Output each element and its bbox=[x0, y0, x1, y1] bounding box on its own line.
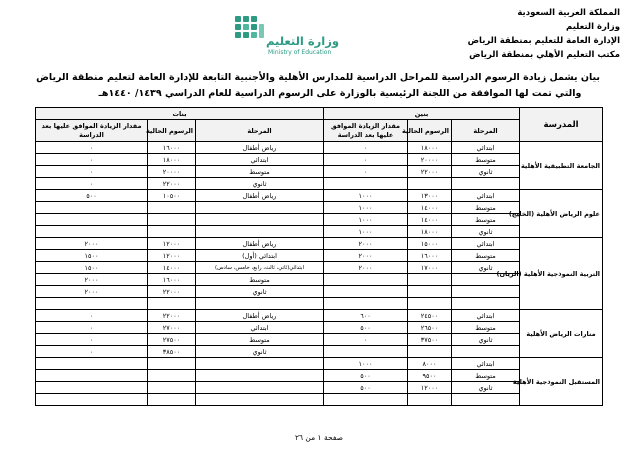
header-boys-increase: مقدار الزيادة الموافق عليها بعد الدراسة bbox=[324, 120, 408, 142]
girls-increase-cell: ٢٠٠٠ bbox=[36, 286, 148, 298]
page-number: صفحة ١ من ٢٦ bbox=[294, 433, 343, 442]
table-row bbox=[36, 358, 603, 370]
boys-stage-cell: متوسط bbox=[452, 154, 520, 166]
boys-stage-cell: ابتدائي bbox=[452, 310, 520, 322]
logo-mark-icon bbox=[232, 10, 268, 50]
boys-fee-cell bbox=[408, 286, 452, 298]
boys-fee-cell bbox=[408, 274, 452, 286]
girls-fee-cell bbox=[148, 382, 196, 394]
boys-fee-cell: ١٢٠٠٠ bbox=[408, 382, 452, 394]
table-row bbox=[36, 166, 603, 178]
girls-stage-cell: ابتدائي(ثاني، ثالث، رابع، خامس، سادس) bbox=[196, 262, 324, 274]
boys-fee-cell: ١٤٠٠٠ bbox=[408, 214, 452, 226]
girls-stage-cell: متوسط bbox=[196, 334, 324, 346]
boys-stage-cell bbox=[452, 394, 520, 406]
boys-stage-cell bbox=[452, 346, 520, 358]
girls-stage-cell: متوسط bbox=[196, 166, 324, 178]
header-girls: بنات bbox=[36, 108, 324, 120]
boys-fee-cell bbox=[408, 346, 452, 358]
boys-fee-cell: ٩٥٠٠ bbox=[408, 370, 452, 382]
boys-fee-cell bbox=[408, 178, 452, 190]
boys-stage-cell: متوسط bbox=[452, 250, 520, 262]
girls-stage-cell bbox=[196, 370, 324, 382]
girls-increase-cell bbox=[36, 358, 148, 370]
table-row bbox=[36, 238, 603, 250]
girls-increase-cell: ٠ bbox=[36, 154, 148, 166]
girls-fee-cell: ١٨٠٠٠ bbox=[148, 154, 196, 166]
girls-fee-cell: ١٢٠٠٠ bbox=[148, 238, 196, 250]
boys-fee-cell: ١٧٠٠٠ bbox=[408, 262, 452, 274]
girls-fee-cell: ٢٠٠٠٠ bbox=[148, 166, 196, 178]
boys-increase-cell: ١٠٠٠ bbox=[324, 214, 408, 226]
boys-stage-cell: ابتدائي bbox=[452, 358, 520, 370]
girls-stage-cell: ابتدائي bbox=[196, 322, 324, 334]
girls-fee-cell bbox=[148, 298, 196, 310]
boys-increase-cell bbox=[324, 274, 408, 286]
table-row bbox=[36, 310, 603, 322]
boys-fee-cell: ١٤٠٠٠ bbox=[408, 202, 452, 214]
girls-fee-cell: ٢٢٠٠٠ bbox=[148, 178, 196, 190]
school-name: منارات الرياض الأهلية bbox=[520, 310, 603, 358]
table-row bbox=[36, 190, 603, 202]
girls-fee-cell: ٣٨٥٠٠ bbox=[148, 346, 196, 358]
boys-increase-cell: ١٠٠٠ bbox=[324, 226, 408, 238]
table-row bbox=[36, 154, 603, 166]
boys-increase-cell: ٠ bbox=[324, 154, 408, 166]
boys-fee-cell: ١٥٠٠٠ bbox=[408, 238, 452, 250]
girls-increase-cell bbox=[36, 370, 148, 382]
boys-increase-cell: ٦٠٠ bbox=[324, 310, 408, 322]
header-boys-stage: المرحلة bbox=[452, 120, 520, 142]
girls-fee-cell: ١٠٥٠٠ bbox=[148, 190, 196, 202]
boys-fee-cell: ٢٠٠٠٠ bbox=[408, 154, 452, 166]
girls-fee-cell bbox=[148, 202, 196, 214]
boys-stage-cell bbox=[452, 286, 520, 298]
boys-stage-cell: ثانوي bbox=[452, 262, 520, 274]
ministry-header bbox=[468, 6, 620, 62]
girls-increase-cell: ٠ bbox=[36, 346, 148, 358]
girls-increase-cell bbox=[36, 202, 148, 214]
header-school: المدرسة bbox=[520, 108, 603, 142]
boys-stage-cell: ثانوي bbox=[452, 226, 520, 238]
title-line-2: والتي تمت لها الموافقة من اللجنة الرئيسية بالوزارة على الرسوم الدراسية للعام الدراسي ١٤٣٩/ ١٤٤٠هـ bbox=[98, 88, 582, 99]
girls-stage-cell: رياض أطفال bbox=[196, 310, 324, 322]
girls-fee-cell: ٢٢٠٠٠ bbox=[148, 310, 196, 322]
fees-table bbox=[35, 107, 603, 406]
girls-fee-cell bbox=[148, 394, 196, 406]
girls-fee-cell bbox=[148, 370, 196, 382]
document-title bbox=[36, 70, 600, 102]
girls-increase-cell: ١٥٠٠ bbox=[36, 250, 148, 262]
boys-increase-cell: ٢٠٠٠ bbox=[324, 238, 408, 250]
boys-stage-cell: ثانوي bbox=[452, 382, 520, 394]
girls-fee-cell bbox=[148, 214, 196, 226]
header-line-1: المملكة العربية السعودية bbox=[517, 8, 620, 18]
girls-increase-cell: ٠ bbox=[36, 334, 148, 346]
boys-fee-cell: ٢٦٥٠٠ bbox=[408, 322, 452, 334]
girls-fee-cell: ٢٧٥٠٠ bbox=[148, 334, 196, 346]
boys-stage-cell: متوسط bbox=[452, 370, 520, 382]
boys-increase-cell: ١٠٠٠ bbox=[324, 190, 408, 202]
girls-increase-cell bbox=[36, 298, 148, 310]
girls-fee-cell: ١٦٠٠٠ bbox=[148, 142, 196, 154]
logo-english-text: Ministry of Education bbox=[268, 49, 332, 56]
boys-stage-cell: متوسط bbox=[452, 214, 520, 226]
girls-stage-cell bbox=[196, 394, 324, 406]
boys-increase-cell: ٥٠٠ bbox=[324, 382, 408, 394]
boys-stage-cell bbox=[452, 178, 520, 190]
girls-fee-cell: ٢٢٠٠٠ bbox=[148, 286, 196, 298]
title-line-1: بيان يشمل زيادة الرسوم الدراسية للمراحل الدراسية للمدارس الأهلية والأجنبية التابعة للإدارة العامة لتعليم منطقة الرياض bbox=[36, 72, 600, 83]
boys-fee-cell: ٣٧٥٠٠ bbox=[408, 334, 452, 346]
girls-fee-cell: ١٦٠٠٠ bbox=[148, 274, 196, 286]
girls-increase-cell bbox=[36, 214, 148, 226]
girls-increase-cell bbox=[36, 394, 148, 406]
ministry-logo bbox=[232, 6, 372, 58]
boys-fee-cell: ٨٠٠٠ bbox=[408, 358, 452, 370]
header-girls-stage: المرحلة bbox=[196, 120, 324, 142]
girls-increase-cell: ٢٠٠٠ bbox=[36, 238, 148, 250]
boys-stage-cell: ثانوي bbox=[452, 334, 520, 346]
table-row bbox=[36, 286, 603, 298]
boys-increase-cell bbox=[324, 298, 408, 310]
boys-fee-cell bbox=[408, 394, 452, 406]
girls-increase-cell: ٠ bbox=[36, 142, 148, 154]
table-header-row-2 bbox=[36, 120, 603, 142]
boys-fee-cell: ١٨٠٠٠ bbox=[408, 226, 452, 238]
table-row bbox=[36, 298, 603, 310]
girls-fee-cell bbox=[148, 226, 196, 238]
girls-increase-cell: ٠ bbox=[36, 166, 148, 178]
boys-fee-cell: ١٨٠٠٠ bbox=[408, 142, 452, 154]
boys-stage-cell: متوسط bbox=[452, 322, 520, 334]
school-name: التربية النموذجية الأهلية (الريان) bbox=[520, 238, 603, 310]
girls-stage-cell: رياض أطفال bbox=[196, 238, 324, 250]
girls-fee-cell: ٢٧٠٠٠ bbox=[148, 322, 196, 334]
girls-increase-cell: ٥٠٠ bbox=[36, 190, 148, 202]
boys-fee-cell: ١٦٠٠٠ bbox=[408, 250, 452, 262]
boys-fee-cell: ١٣٠٠٠ bbox=[408, 190, 452, 202]
girls-increase-cell: ٠ bbox=[36, 310, 148, 322]
logo-arabic-text: وزارة التعليم bbox=[266, 34, 339, 48]
girls-stage-cell bbox=[196, 382, 324, 394]
girls-increase-cell bbox=[36, 382, 148, 394]
boys-stage-cell: متوسط bbox=[452, 202, 520, 214]
boys-stage-cell bbox=[452, 298, 520, 310]
header-line-3: الإدارة العامة للتعليم بمنطقة الرياض bbox=[467, 36, 620, 46]
girls-increase-cell: ٢٠٠٠ bbox=[36, 274, 148, 286]
boys-increase-cell bbox=[324, 178, 408, 190]
table-row bbox=[36, 226, 603, 238]
girls-stage-cell bbox=[196, 358, 324, 370]
header-line-2: وزارة التعليم bbox=[566, 22, 620, 32]
table-header-row-1 bbox=[36, 108, 603, 120]
girls-fee-cell: ١٤٠٠٠ bbox=[148, 262, 196, 274]
boys-increase-cell: ١٠٠٠ bbox=[324, 202, 408, 214]
boys-stage-cell: ابتدائي bbox=[452, 238, 520, 250]
girls-increase-cell: ٠ bbox=[36, 322, 148, 334]
girls-stage-cell bbox=[196, 202, 324, 214]
girls-stage-cell bbox=[196, 226, 324, 238]
boys-stage-cell: ابتدائي bbox=[452, 190, 520, 202]
boys-increase-cell: ١٠٠٠ bbox=[324, 358, 408, 370]
girls-increase-cell: ١٥٠٠ bbox=[36, 262, 148, 274]
girls-increase-cell bbox=[36, 226, 148, 238]
boys-stage-cell: ثانوي bbox=[452, 166, 520, 178]
boys-increase-cell bbox=[324, 394, 408, 406]
table-row bbox=[36, 334, 603, 346]
table-row bbox=[36, 346, 603, 358]
header-girls-increase: مقدار الزيادة الموافق عليها بعد الدراسة bbox=[36, 120, 148, 142]
girls-stage-cell: ابتدائي bbox=[196, 154, 324, 166]
table-row bbox=[36, 250, 603, 262]
boys-increase-cell: ٠ bbox=[324, 166, 408, 178]
girls-fee-cell bbox=[148, 358, 196, 370]
school-name: علوم الرياض الأهلية (الخليج) bbox=[520, 190, 603, 238]
header-girls-current-fees: الرسوم الحالية bbox=[148, 120, 196, 142]
girls-stage-cell: ابتدائي (أول) bbox=[196, 250, 324, 262]
girls-stage-cell: ثانوي bbox=[196, 346, 324, 358]
boys-increase-cell bbox=[324, 346, 408, 358]
header-boys-current-fees: الرسوم الحالية bbox=[408, 120, 452, 142]
boys-stage-cell: ابتدائي bbox=[452, 142, 520, 154]
school-name: المستقبل النموذجية الأهلية bbox=[520, 358, 603, 406]
boys-increase-cell bbox=[324, 286, 408, 298]
table-row bbox=[36, 142, 603, 154]
girls-stage-cell: رياض أطفال bbox=[196, 142, 324, 154]
girls-stage-cell: ثانوي bbox=[196, 178, 324, 190]
boys-increase-cell: ٠ bbox=[324, 142, 408, 154]
boys-increase-cell: ٢٠٠٠ bbox=[324, 250, 408, 262]
table-row bbox=[36, 322, 603, 334]
girls-stage-cell: رياض أطفال bbox=[196, 190, 324, 202]
boys-fee-cell bbox=[408, 298, 452, 310]
boys-increase-cell: ٥٠٠ bbox=[324, 370, 408, 382]
school-name: الجامعة التطبيقية الأهلية bbox=[520, 142, 603, 190]
boys-fee-cell: ٢٤٥٠٠ bbox=[408, 310, 452, 322]
girls-stage-cell bbox=[196, 298, 324, 310]
boys-increase-cell: ٥٠٠ bbox=[324, 322, 408, 334]
girls-stage-cell bbox=[196, 214, 324, 226]
girls-stage-cell: ثانوي bbox=[196, 286, 324, 298]
boys-increase-cell: ٠ bbox=[324, 334, 408, 346]
boys-fee-cell: ٢٢٠٠٠ bbox=[408, 166, 452, 178]
header-boys: بنين bbox=[324, 108, 520, 120]
boys-increase-cell: ٢٠٠٠ bbox=[324, 262, 408, 274]
girls-increase-cell: ٠ bbox=[36, 178, 148, 190]
header-line-4: مكتب التعليم الأهلي بمنطقة الرياض bbox=[469, 50, 620, 60]
girls-fee-cell: ١٢٠٠٠ bbox=[148, 250, 196, 262]
table-row bbox=[36, 178, 603, 190]
girls-stage-cell: متوسط bbox=[196, 274, 324, 286]
table-row bbox=[36, 394, 603, 406]
